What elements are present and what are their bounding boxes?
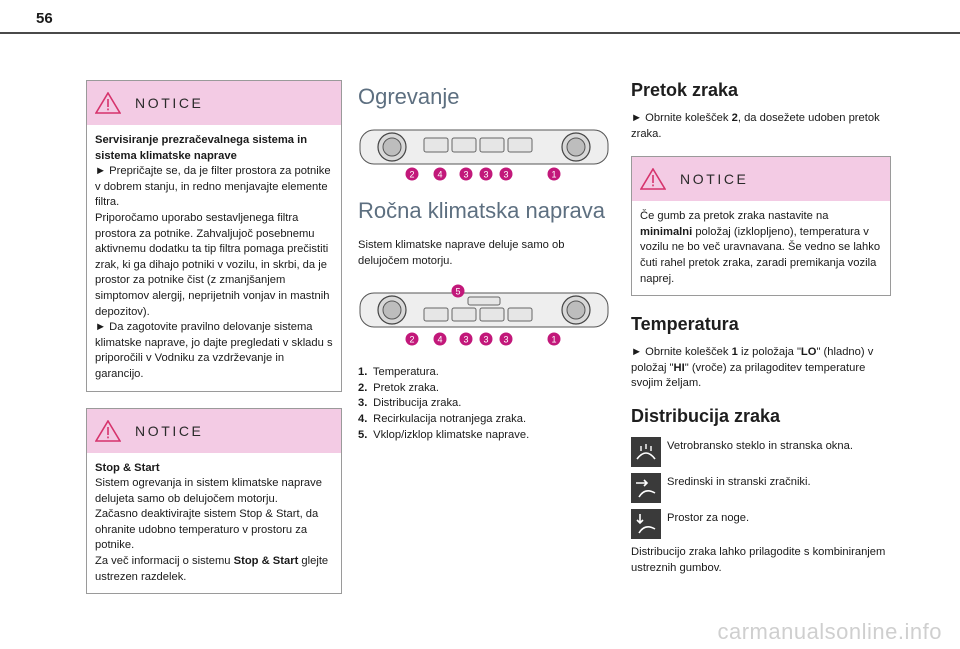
right-column [631,80,891,576]
callout-label: 2 [409,334,415,345]
list-item [358,396,610,412]
distribution-text: Vetrobransko steklo in stranska okna. [667,439,853,452]
middle-column [358,80,610,443]
text-run: položaj (izklopljeno), temperatura v vozilu ne bo več uravnavana. Še vedno se lahko čuti rahel pretok zraka, zaradi premikanja vozila naprej. [640,225,881,285]
distribution-text: Prostor za noge. [667,511,750,524]
callout-label: 1 [551,169,557,180]
text-run-bold: minimalni [640,225,693,238]
pretok-text [631,111,891,142]
callout-label: 5 [455,286,461,297]
intro-text: Sistem klimatske naprave deluje samo ob delujočem motorju. [358,239,565,267]
notice-title: NOTICE [135,95,204,111]
watermark: carmanualsonline.info [717,619,942,644]
notice-body [632,201,890,295]
notice-body [87,125,341,391]
list-text: Recirkulacija notranjega zraka. [373,412,527,425]
list-item [358,381,610,397]
notice-box-stop-start [86,408,342,595]
heading-pretok-zraka: Pretok zraka [631,80,739,100]
heading-rocna-klimatska: Ročna klimatska naprava [358,198,606,223]
warning-icon [95,92,121,114]
list-item [358,412,610,428]
text-run: Za več informacij o sistemu [95,555,234,568]
notice-header [87,81,341,125]
callout-label: 2 [409,169,415,180]
text-run: iz položaja " [737,346,801,359]
text-run: ► Obrnite kolešček [631,346,732,359]
notice-bullet: ► Prepričajte se, da je filter prostora za potnike v dobrem stanju, in redno menjavajte elemente filtra. [95,165,331,209]
list-text: Vklop/izklop klimatske naprave. [373,428,530,441]
heading-distribucija-zraka: Distribucija zraka [631,405,781,426]
heading-temperatura: Temperatura [631,314,739,335]
text-run: " (hladno) v položaj " [631,346,874,374]
callout-label: 3 [483,334,489,345]
text-run: glejte ustrezen razdelek. [95,555,329,583]
face-vents-icon [631,473,661,503]
text-run-bold: HI [673,361,685,374]
callout-label: 3 [503,169,509,180]
notice-heading: Servisiranje prezračevalnega sistema in sistema klimatske naprave [95,134,308,162]
footwell-icon [631,509,661,539]
notice-paragraph [95,554,333,585]
list-text: Pretok zraka. [373,381,440,394]
heading-ogrevanje: Ogrevanje [358,84,460,109]
text-run-bold: Stop & Start [233,555,299,568]
list-item [358,365,610,381]
ac-panel-illustration [358,283,610,347]
distribution-item [631,437,891,467]
left-column [86,80,342,610]
controls-list [358,365,610,443]
list-number: 1. [358,366,368,379]
warning-icon [95,420,121,442]
notice-paragraph: Priporočamo uporabo sestavljenega filtra prostora za potnike. Zahvaljujoč posebnemu aktivnemu dodatku ta tip filtra pomaga prečistiti zrak, ki ga dihajo potniki v vozilu, in skrbi, da je prostor za potnike čist (z zmanjšanjem simptomov alergij, neprijetnih vonjav in mastnih depozitov). [95,211,330,318]
temperatura-text [631,345,891,392]
distribution-text: Sredinski in stranski zračniki. [667,475,811,488]
warning-icon [640,168,666,190]
header-rule [0,32,960,34]
text-run-bold: 2 [731,112,738,124]
callout-label: 3 [503,334,509,345]
notice-paragraph: Začasno deaktivirajte sistem Stop & Start, da ohranite udobno temperaturo v prostoru za potnike. [95,508,319,552]
notice-bullet: ► Da zagotovite pravilno delovanje sistema klimatske naprave, jo dajte pregledati v skladu s priporočili v Vodniku za vzdrževanje in garancijo. [95,321,333,380]
list-text: Distribucija zraka. [373,397,462,410]
windscreen-icon [631,437,661,467]
callout-label: 3 [463,169,469,180]
distribution-item [631,509,891,539]
text-run: , da dosežete udoben pretok zraka. [631,112,880,140]
callout-label: 4 [437,334,443,345]
list-number: 4. [358,412,368,425]
notice-paragraph [640,209,882,287]
text-run-bold: 1 [731,346,738,359]
text-run: ► Obrnite kolešček [631,112,732,124]
list-number: 5. [358,428,368,441]
callout-label: 4 [437,169,443,180]
text-run: " (vroče) za prilagoditev temperature svojim željam. [631,361,866,390]
notice-heading: Stop & Start [95,461,160,474]
list-number: 3. [358,397,368,410]
notice-body [87,453,341,594]
list-text: Temperatura. [372,366,439,379]
text-run-bold: LO [800,346,817,359]
distribution-footer-text: Distribucijo zraka lahko prilagodite s kombiniranjem ustreznih gumbov. [631,545,886,574]
notice-paragraph: Sistem ogrevanja in sistem klimatske naprave delujeta samo ob delujočem motorju. [95,477,322,505]
notice-title: NOTICE [135,422,204,439]
notice-box-airflow [631,156,891,296]
notice-title: NOTICE [680,171,749,188]
notice-box-servicing [86,80,342,392]
list-number: 2. [358,381,368,394]
callout-label: 3 [463,334,469,345]
callout-label: 3 [483,169,489,180]
notice-header [632,157,890,201]
notice-header [87,409,341,453]
callout-label: 1 [551,334,557,345]
text-run: Če gumb za pretok zraka nastavite na [640,210,829,223]
list-item [358,428,610,444]
page-number: 56 [36,10,53,27]
heating-panel-illustration [358,124,610,182]
distribution-item [631,473,891,503]
